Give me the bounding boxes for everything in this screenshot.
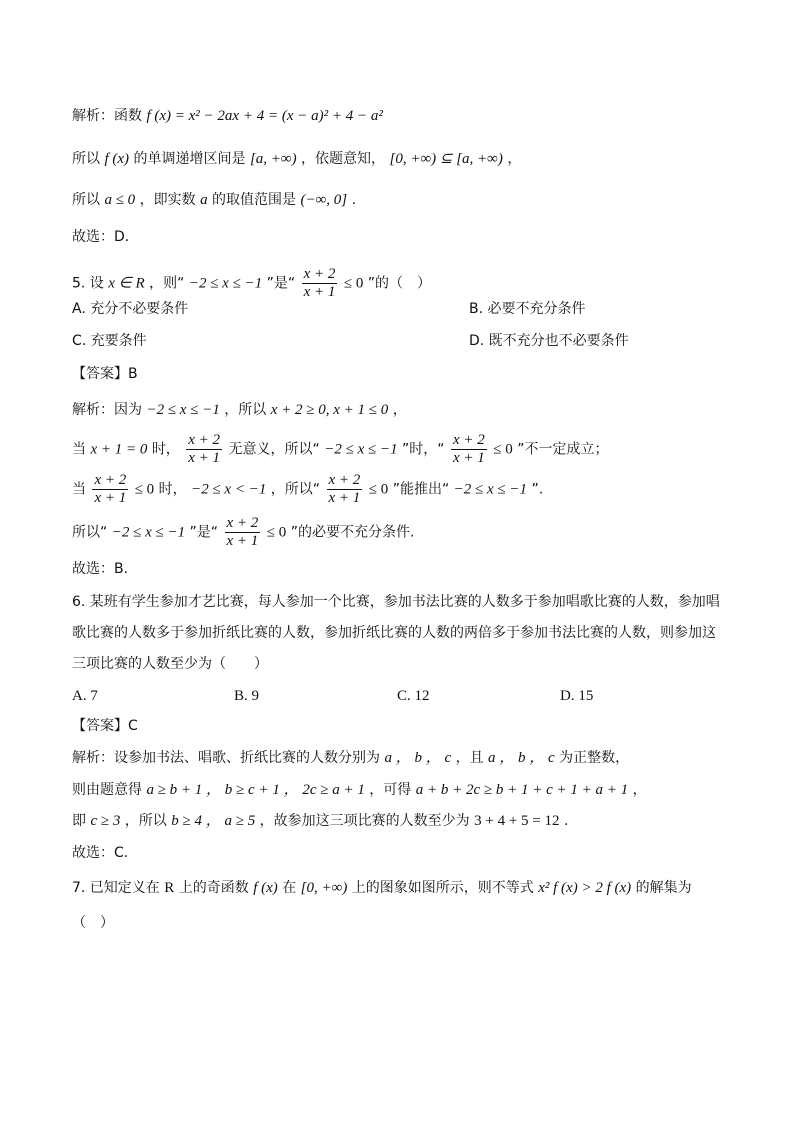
text: ”的（ ） <box>367 275 432 292</box>
q5-options-row1 <box>72 299 586 319</box>
fraction-numerator: x + 2 <box>94 472 127 488</box>
math-expression: ≤ 0 <box>134 481 155 498</box>
math-expression: −2 ≤ x ≤ −1 <box>188 275 263 292</box>
fraction-denominator: x + 1 <box>303 284 336 300</box>
q6-conclusion: 故选：C. <box>72 845 129 861</box>
fraction-denominator: x + 1 <box>188 450 221 466</box>
fraction-numerator: x + 2 <box>226 515 259 531</box>
math-expression: a ， b ， c <box>488 750 555 766</box>
text: 所以“ <box>72 524 108 541</box>
math-expression: f (x) <box>253 880 278 896</box>
text: . <box>351 192 357 208</box>
q4-explain-line2 <box>72 149 521 169</box>
text: ，所以 <box>224 402 267 418</box>
math-expression: ≤ 0 <box>266 524 287 541</box>
math-expression: −2 ≤ x ≤ −1 <box>146 402 220 418</box>
fraction <box>92 472 128 507</box>
fraction <box>451 432 487 467</box>
math-expression: a ≤ 0 <box>104 192 136 208</box>
q5-stem <box>72 266 431 301</box>
option-d: D. 15 <box>560 688 594 704</box>
math-expression: f (x) = x² − 2ax + 4 = (x − a)² + 4 − a² <box>146 108 383 124</box>
q5-options-row2 <box>72 331 629 351</box>
q6-stem-line2: 歌比赛的人数多于参加折纸比赛的人数，参加折纸比赛的人数的两倍多于参加书法比赛的人数，则参加这 <box>72 625 716 641</box>
q5-explain-line1 <box>72 400 407 420</box>
text: 上的奇函数 <box>178 880 249 896</box>
text: ，且 <box>455 750 484 766</box>
text: 时， <box>158 481 187 498</box>
text: 解析：函数 <box>72 108 142 124</box>
q4-conclusion: 故选：D． <box>72 229 139 245</box>
text: ，可得 <box>369 782 412 798</box>
q5-explain-line3 <box>72 472 543 507</box>
text: ，所以 <box>124 813 167 829</box>
text: ，所以“ <box>270 481 321 498</box>
option-c: C. 充要条件 <box>72 333 147 349</box>
fraction-numerator: x + 2 <box>453 432 485 448</box>
text: 在 <box>282 880 297 896</box>
q4-explain-line1 <box>72 106 383 126</box>
math-expression: [a, +∞) <box>249 151 297 167</box>
math-expression: (−∞, 0] <box>300 192 348 208</box>
option-c: C. 12 <box>397 688 430 704</box>
text: 7. 已知定义在 <box>72 880 160 896</box>
fraction-denominator: x + 1 <box>226 533 259 549</box>
text: . <box>563 813 569 829</box>
math-expression: x + 1 = 0 <box>90 441 148 458</box>
option-b: B. 必要不充分条件 <box>469 301 586 317</box>
option-a: A. 7 <box>72 688 98 704</box>
q5-conclusion: 故选：B. <box>72 561 129 577</box>
text: ，故参加这三项比赛的人数至少为 <box>259 813 470 829</box>
math-expression: ≤ 0 <box>343 275 364 292</box>
text: 解析：因为 <box>72 402 142 418</box>
fraction-denominator: x + 1 <box>328 490 361 506</box>
text: ，依题意知， <box>301 151 386 167</box>
fraction <box>327 472 363 507</box>
math-expression: 3 + 4 + 5 = 12 <box>474 813 560 829</box>
q6-stem-line3: 三项比赛的人数至少为（ ） <box>72 656 268 672</box>
fraction-denominator: x + 1 <box>94 490 127 506</box>
fraction <box>302 266 338 301</box>
text: ， <box>392 402 407 418</box>
q4-explain-line3 <box>72 190 356 210</box>
math-expression: R <box>164 880 175 896</box>
math-expression: −2 ≤ x < −1 <box>191 481 267 498</box>
text: ”的必要不充分条件. <box>290 524 415 541</box>
text: 为正整数， <box>559 750 630 766</box>
text: ”是“ <box>266 275 296 292</box>
math-expression: x² f (x) > 2 f (x) <box>538 880 632 896</box>
math-expression: [0, +∞) <box>300 880 348 896</box>
q7-stem <box>72 878 692 898</box>
q6-stem-line1: 6. 某班有学生参加才艺比赛，每人参加一个比赛，参加书法比赛的人数多于参加唱歌比赛的人数，参加唱 <box>72 594 720 610</box>
option-b: B. 9 <box>234 688 260 704</box>
text: ”时，“ <box>402 441 445 458</box>
q5-answer: 【答案】B <box>72 366 138 382</box>
text: ”不一定成立； <box>517 441 609 458</box>
math-expression: ≤ 0 <box>368 481 389 498</box>
text: 即 <box>72 813 86 829</box>
math-expression: [0, +∞) ⊆ [a, +∞) <box>389 151 503 167</box>
math-expression: −2 ≤ x ≤ −1 <box>111 524 186 541</box>
math-expression: ≤ 0 <box>493 441 513 458</box>
text: ，则“ <box>149 275 185 292</box>
math-expression: b ≥ 4 ， a ≥ 5 <box>171 813 256 829</box>
math-expression: a + b + 2c ≥ b + 1 + c + 1 + a + 1 <box>415 782 629 798</box>
math-expression: −2 ≤ x ≤ −1 <box>324 441 398 458</box>
math-expression: −2 ≤ x ≤ −1 <box>453 481 528 498</box>
math-expression: x ∈ R <box>108 275 145 292</box>
text: 无意义，所以“ <box>228 441 320 458</box>
text: 所以 <box>72 192 100 208</box>
math-expression: f (x) <box>104 151 130 167</box>
q5-explain-line4 <box>72 515 414 550</box>
text: ”能推出“ <box>392 481 450 498</box>
fraction <box>225 515 261 550</box>
text: 上的图象如图所示，则不等式 <box>351 880 534 896</box>
text: 时， <box>151 441 180 458</box>
text: ”. <box>531 481 544 498</box>
math-expression: a <box>200 192 208 208</box>
text: 当 <box>72 481 86 498</box>
text: ， <box>632 782 647 798</box>
fraction <box>186 432 222 467</box>
text: 所以 <box>72 151 100 167</box>
fraction-numerator: x + 2 <box>328 472 361 488</box>
q5-explain-line2 <box>72 432 608 467</box>
text: 的解集为 <box>635 880 692 896</box>
q6-explain-line2 <box>72 780 647 800</box>
fraction-numerator: x + 2 <box>303 266 336 282</box>
q6-answer: 【答案】C <box>72 718 138 734</box>
text: ， <box>507 151 522 167</box>
q7-answer-paren: （ ） <box>72 915 114 931</box>
math-expression: c ≥ 3 <box>90 813 121 829</box>
math-expression: x + 2 ≥ 0, x + 1 ≤ 0 <box>270 402 389 418</box>
text: 的单调递增区间是 <box>133 151 246 167</box>
fraction-numerator: x + 2 <box>188 432 221 448</box>
text: ，即实数 <box>139 192 196 208</box>
text: 解析：设参加书法、唱歌、折纸比赛的人数分别为 <box>72 750 380 766</box>
math-expression: a ， b ， c <box>384 750 452 766</box>
text: ”是“ <box>189 524 219 541</box>
option-d: D. 既不充分也不必要条件 <box>469 333 629 349</box>
q6-explain-line3 <box>72 811 568 831</box>
math-expression: a ≥ b + 1 ， b ≥ c + 1 ， 2c ≥ a + 1 <box>146 782 365 798</box>
fraction-denominator: x + 1 <box>453 450 485 466</box>
option-a: A. 充分不必要条件 <box>72 301 189 317</box>
q6-explain-line1 <box>72 748 629 768</box>
text: 5. 设 <box>72 275 104 292</box>
text: 的取值范围是 <box>212 192 297 208</box>
text: 则由题意得 <box>72 782 142 798</box>
text: 当 <box>72 441 86 458</box>
